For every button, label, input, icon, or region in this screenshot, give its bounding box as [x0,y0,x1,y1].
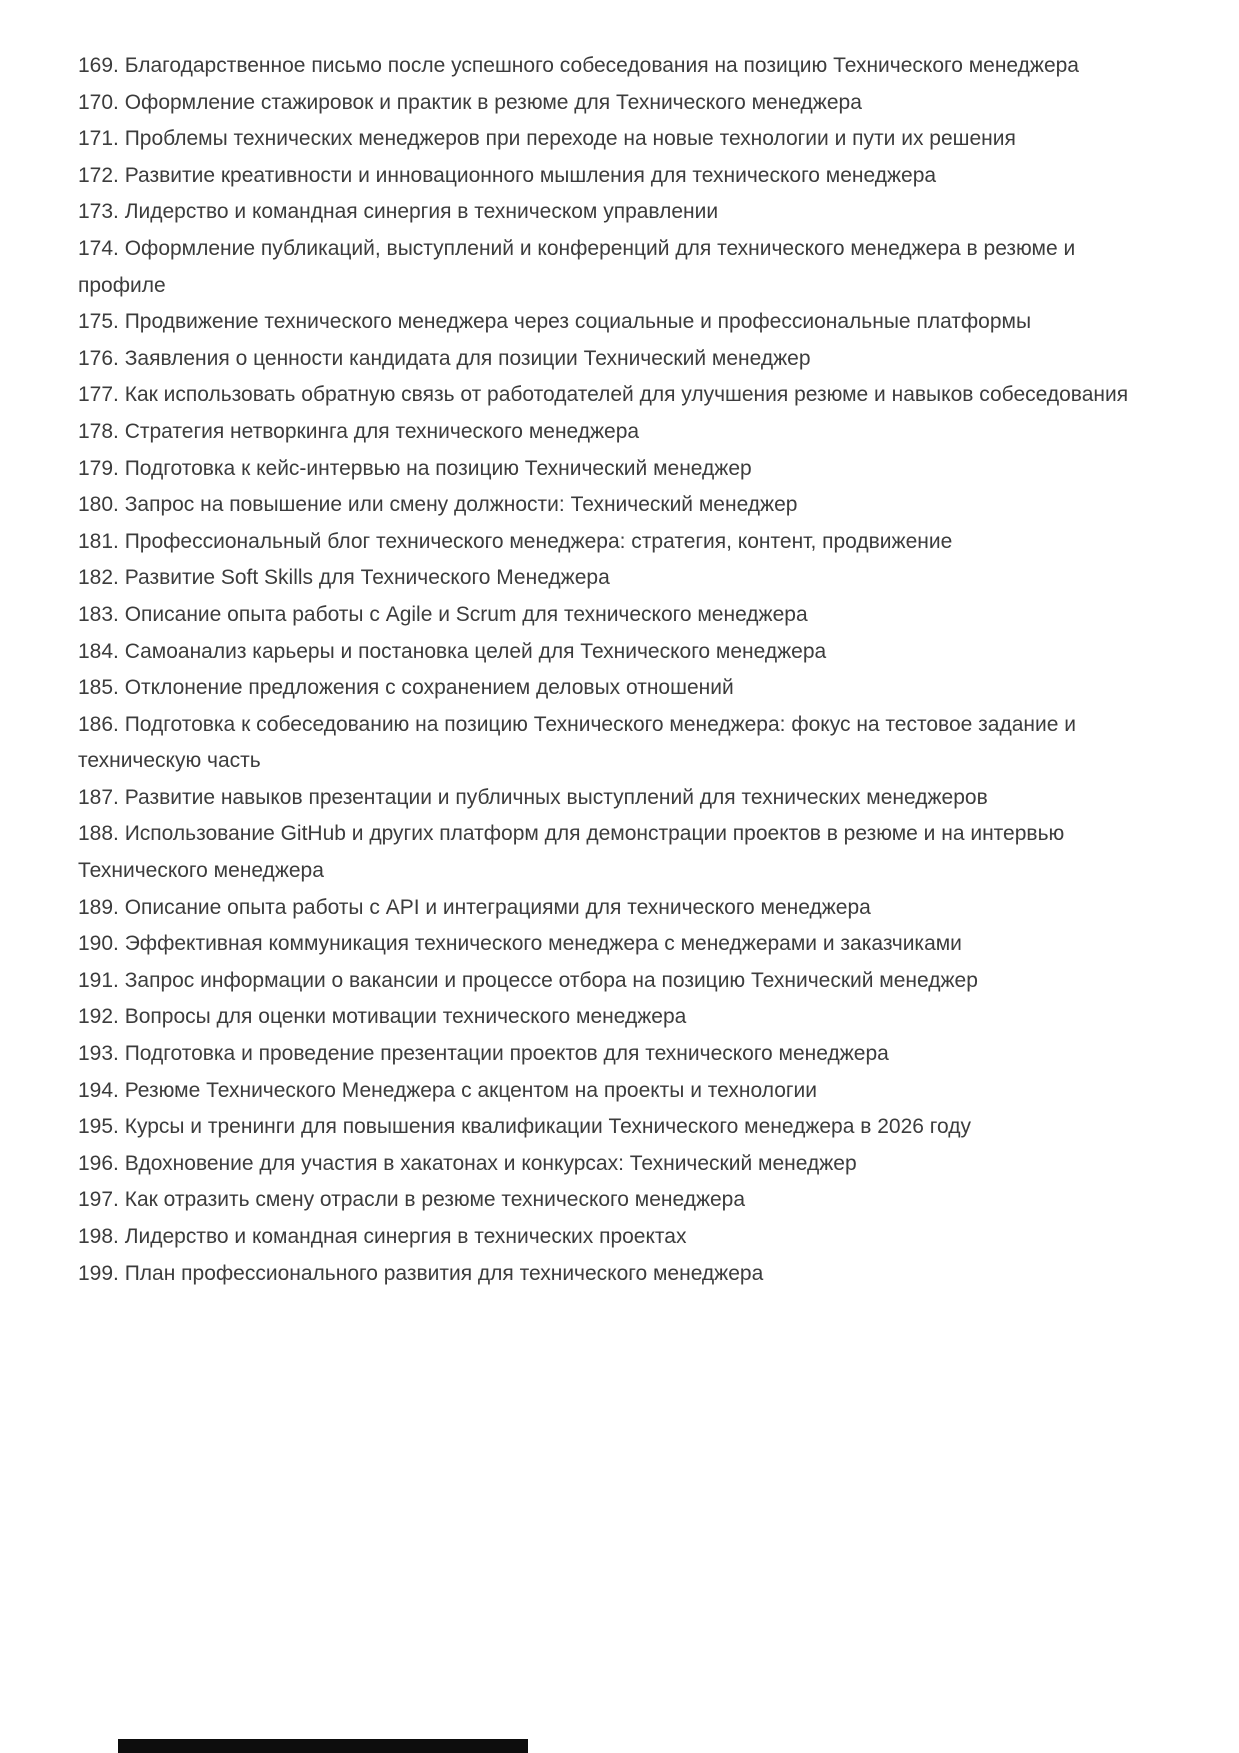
list-item: 193. Подготовка и проведение презентации проектов для технического менеджера [78,1042,889,1066]
list-item: 182. Развитие Soft Skills для Технического Менеджера [78,566,610,590]
list-item: 184. Самоанализ карьеры и постановка целей для Технического менеджера [78,639,827,663]
list-item: 185. Отклонение предложения с сохранением деловых отношений [78,676,734,700]
list-item: 188. Использование GitHub и других платформ для демонстрации проектов в резюме и на интервью Технического менеджера [78,822,1065,883]
list-item: 199. План профессионального развития для технического менеджера [78,1261,764,1285]
list-item: 196. Вдохновение для участия в хакатонах и конкурсах: Технический менеджер [78,1151,857,1175]
list-item: 180. Запрос на повышение или смену должности: Технический менеджер [78,493,798,517]
list-item: 178. Стратегия нетворкинга для технического менеджера [78,419,640,443]
list-item: 187. Развитие навыков презентации и публичных выступлений для технических менеджеров [78,785,988,809]
list-item: 170. Оформление стажировок и практик в резюме для Технического менеджера [78,90,862,114]
list-item: 173. Лидерство и командная синергия в техническом управлении [78,200,719,224]
list-item: 177. Как использовать обратную связь от работодателей для улучшения резюме и навыков собеседования [78,383,1129,407]
list-item: 175. Продвижение технического менеджера через социальные и профессиональные платформы [78,310,1032,334]
list-item: 181. Профессиональный блог технического менеджера: стратегия, контент, продвижение [78,529,953,553]
list-item: 189. Описание опыта работы с API и интеграциями для технического менеджера [78,895,871,919]
list-item: 171. Проблемы технических менеджеров при переходе на новые технологии и пути их решения [78,127,1016,151]
list-item: 174. Оформление публикаций, выступлений и конференций для технического менеджера в резюме и профиле [78,236,1076,297]
list-item: 172. Развитие креативности и инновационного мышления для технического менеджера [78,163,937,187]
list-item: 190. Эффективная коммуникация технического менеджера с менеджерами и заказчиками [78,932,962,956]
list-item: 195. Курсы и тренинги для повышения квалификации Технического менеджера в 2026 году [78,1115,971,1139]
list-item: 197. Как отразить смену отрасли в резюме технического менеджера [78,1188,746,1212]
list-item: 198. Лидерство и командная синергия в технических проектах [78,1225,687,1248]
list-item: 183. Описание опыта работы с Agile и Scrum для технического менеджера [78,602,808,626]
list-item: 191. Запрос информации о вакансии и процессе отбора на позицию Технический менеджер [78,968,978,992]
bottom-dark-bar [118,1739,528,1753]
list-item: 179. Подготовка к кейс-интервью на позицию Технический менеджер [78,456,752,480]
list-item: 192. Вопросы для оценки мотивации технического менеджера [78,1005,687,1029]
list-item: 186. Подготовка к собеседованию на позицию Технического менеджера: фокус на тестовое задание и техническую часть [78,712,1076,773]
list-item: 176. Заявления о ценности кандидата для позиции Технический менеджер [78,346,811,370]
list-item: 169. Благодарственное письмо после успешного собеседования на позицию Технического менеджера [78,54,1079,77]
list-item: 194. Резюме Технического Менеджера с акцентом на проекты и технологии [78,1078,817,1102]
